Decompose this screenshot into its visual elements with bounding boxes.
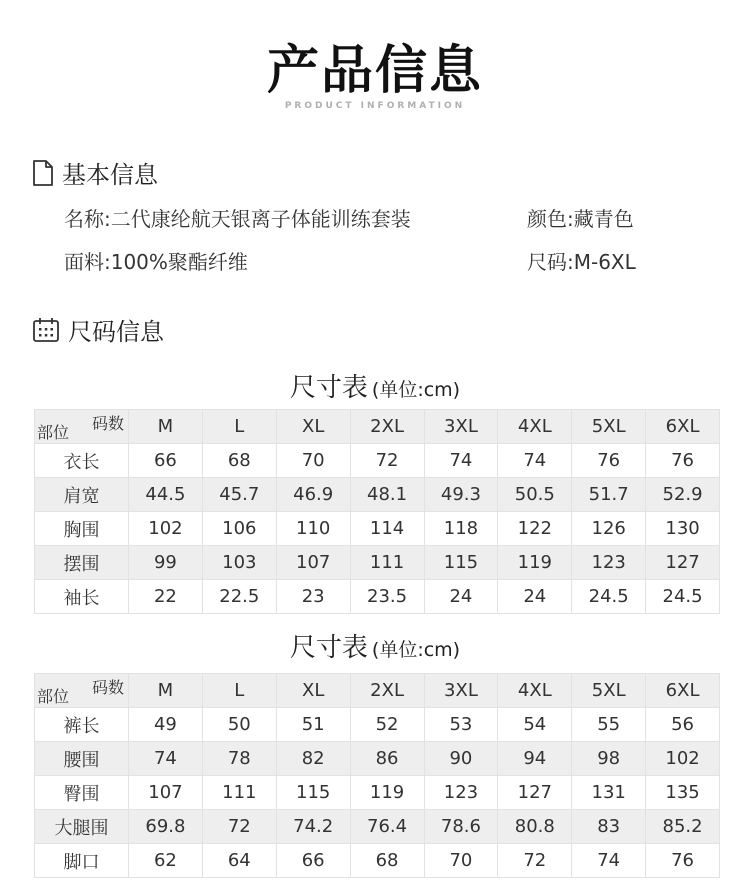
table-caption	[0, 367, 750, 404]
size-header: 3XL	[424, 410, 498, 444]
value-cell: 70	[424, 844, 498, 878]
table-row	[35, 512, 720, 546]
product-size-range: 尺码:M-6XL	[527, 250, 636, 274]
value-cell: 23.5	[350, 580, 424, 614]
value-cell: 82	[276, 742, 350, 776]
page-title: 产品信息	[266, 41, 483, 101]
table-row	[35, 844, 720, 878]
part-cell: 衣长	[35, 444, 129, 478]
document-icon	[32, 160, 54, 186]
basic-info-heading	[32, 155, 158, 190]
value-cell: 111	[350, 546, 424, 580]
value-cell: 22.5	[202, 580, 276, 614]
value-cell: 90	[424, 742, 498, 776]
table-caption-unit: (单位:cm)	[371, 379, 461, 401]
size-header: 6XL	[646, 410, 720, 444]
value-cell: 49.3	[424, 478, 498, 512]
size-header: 2XL	[350, 674, 424, 708]
value-cell: 23	[276, 580, 350, 614]
table-caption	[0, 627, 750, 664]
calendar-icon	[32, 317, 60, 343]
value-cell: 66	[276, 844, 350, 878]
table-caption-title: 尺寸表	[289, 373, 368, 403]
size-header: 4XL	[498, 410, 572, 444]
table-row	[35, 580, 720, 614]
value-cell: 127	[646, 546, 720, 580]
table-caption-title: 尺寸表	[289, 633, 368, 663]
value-cell: 55	[572, 708, 646, 742]
value-cell: 48.1	[350, 478, 424, 512]
part-cell: 大腿围	[35, 810, 129, 844]
size-header: 5XL	[572, 410, 646, 444]
value-cell: 24	[424, 580, 498, 614]
value-cell: 52.9	[646, 478, 720, 512]
value-cell: 111	[202, 776, 276, 810]
size-header: M	[129, 674, 203, 708]
size-header: M	[129, 410, 203, 444]
corner-cell	[35, 410, 129, 444]
value-cell: 78.6	[424, 810, 498, 844]
value-cell: 123	[424, 776, 498, 810]
part-cell: 肩宽	[35, 478, 129, 512]
part-cell: 裤长	[35, 708, 129, 742]
part-cell: 臀围	[35, 776, 129, 810]
corner-size-label: 码数	[91, 414, 124, 433]
value-cell: 107	[276, 546, 350, 580]
product-fabric: 面料:100%聚酯纤维	[64, 250, 248, 274]
corner-cell	[35, 674, 129, 708]
table-row	[35, 742, 720, 776]
value-cell: 56	[646, 708, 720, 742]
size-header: L	[202, 674, 276, 708]
size-table-bottom	[34, 673, 720, 878]
part-cell: 摆围	[35, 546, 129, 580]
size-header: 6XL	[646, 674, 720, 708]
value-cell: 118	[424, 512, 498, 546]
size-header: L	[202, 410, 276, 444]
size-info-heading	[32, 312, 164, 347]
table-row	[35, 810, 720, 844]
value-cell: 78	[202, 742, 276, 776]
value-cell: 119	[498, 546, 572, 580]
table-row	[35, 478, 720, 512]
value-cell: 86	[350, 742, 424, 776]
value-cell: 22	[129, 580, 203, 614]
table-row	[35, 546, 720, 580]
value-cell: 24.5	[646, 580, 720, 614]
value-cell: 102	[129, 512, 203, 546]
corner-part-label: 部位	[37, 423, 70, 442]
value-cell: 68	[202, 444, 276, 478]
value-cell: 68	[350, 844, 424, 878]
value-cell: 74	[129, 742, 203, 776]
value-cell: 54	[498, 708, 572, 742]
value-cell: 106	[202, 512, 276, 546]
value-cell: 80.8	[498, 810, 572, 844]
value-cell: 49	[129, 708, 203, 742]
value-cell: 50	[202, 708, 276, 742]
value-cell: 45.7	[202, 478, 276, 512]
table-caption-unit: (单位:cm)	[371, 639, 461, 661]
value-cell: 24	[498, 580, 572, 614]
value-cell: 76	[572, 444, 646, 478]
size-table-top	[34, 409, 720, 614]
size-header: 2XL	[350, 410, 424, 444]
value-cell: 74	[498, 444, 572, 478]
value-cell: 115	[276, 776, 350, 810]
size-header: 3XL	[424, 674, 498, 708]
table-header-row	[35, 410, 720, 444]
corner-part-label: 部位	[37, 687, 70, 706]
value-cell: 107	[129, 776, 203, 810]
value-cell: 70	[276, 444, 350, 478]
value-cell: 94	[498, 742, 572, 776]
table-row	[35, 776, 720, 810]
value-cell: 119	[350, 776, 424, 810]
value-cell: 122	[498, 512, 572, 546]
value-cell: 74	[424, 444, 498, 478]
value-cell: 24.5	[572, 580, 646, 614]
value-cell: 74.2	[276, 810, 350, 844]
value-cell: 115	[424, 546, 498, 580]
value-cell: 72	[350, 444, 424, 478]
value-cell: 102	[646, 742, 720, 776]
value-cell: 51	[276, 708, 350, 742]
value-cell: 131	[572, 776, 646, 810]
value-cell: 130	[646, 512, 720, 546]
value-cell: 114	[350, 512, 424, 546]
size-header: 5XL	[572, 674, 646, 708]
value-cell: 72	[498, 844, 572, 878]
basic-info-title: 基本信息	[62, 161, 158, 189]
product-color: 颜色:藏青色	[527, 207, 634, 231]
table-row	[35, 708, 720, 742]
value-cell: 83	[572, 810, 646, 844]
value-cell: 53	[424, 708, 498, 742]
value-cell: 46.9	[276, 478, 350, 512]
value-cell: 98	[572, 742, 646, 776]
value-cell: 135	[646, 776, 720, 810]
page-subtitle: PRODUCT INFORMATION	[284, 101, 466, 111]
value-cell: 110	[276, 512, 350, 546]
value-cell: 76	[646, 844, 720, 878]
part-cell: 脚口	[35, 844, 129, 878]
value-cell: 69.8	[129, 810, 203, 844]
size-info-title: 尺码信息	[68, 318, 164, 346]
value-cell: 85.2	[646, 810, 720, 844]
product-name: 名称:二代康纶航天银离子体能训练套装	[64, 207, 411, 231]
value-cell: 51.7	[572, 478, 646, 512]
value-cell: 64	[202, 844, 276, 878]
value-cell: 74	[572, 844, 646, 878]
value-cell: 44.5	[129, 478, 203, 512]
value-cell: 126	[572, 512, 646, 546]
value-cell: 62	[129, 844, 203, 878]
value-cell: 50.5	[498, 478, 572, 512]
value-cell: 52	[350, 708, 424, 742]
part-cell: 胸围	[35, 512, 129, 546]
table-header-row	[35, 674, 720, 708]
size-header: XL	[276, 410, 350, 444]
table-row	[35, 444, 720, 478]
value-cell: 76	[646, 444, 720, 478]
value-cell: 72	[202, 810, 276, 844]
value-cell: 127	[498, 776, 572, 810]
value-cell: 76.4	[350, 810, 424, 844]
corner-size-label: 码数	[91, 678, 124, 697]
part-cell: 袖长	[35, 580, 129, 614]
value-cell: 66	[129, 444, 203, 478]
size-header: 4XL	[498, 674, 572, 708]
value-cell: 103	[202, 546, 276, 580]
value-cell: 123	[572, 546, 646, 580]
size-header: XL	[276, 674, 350, 708]
part-cell: 腰围	[35, 742, 129, 776]
value-cell: 99	[129, 546, 203, 580]
